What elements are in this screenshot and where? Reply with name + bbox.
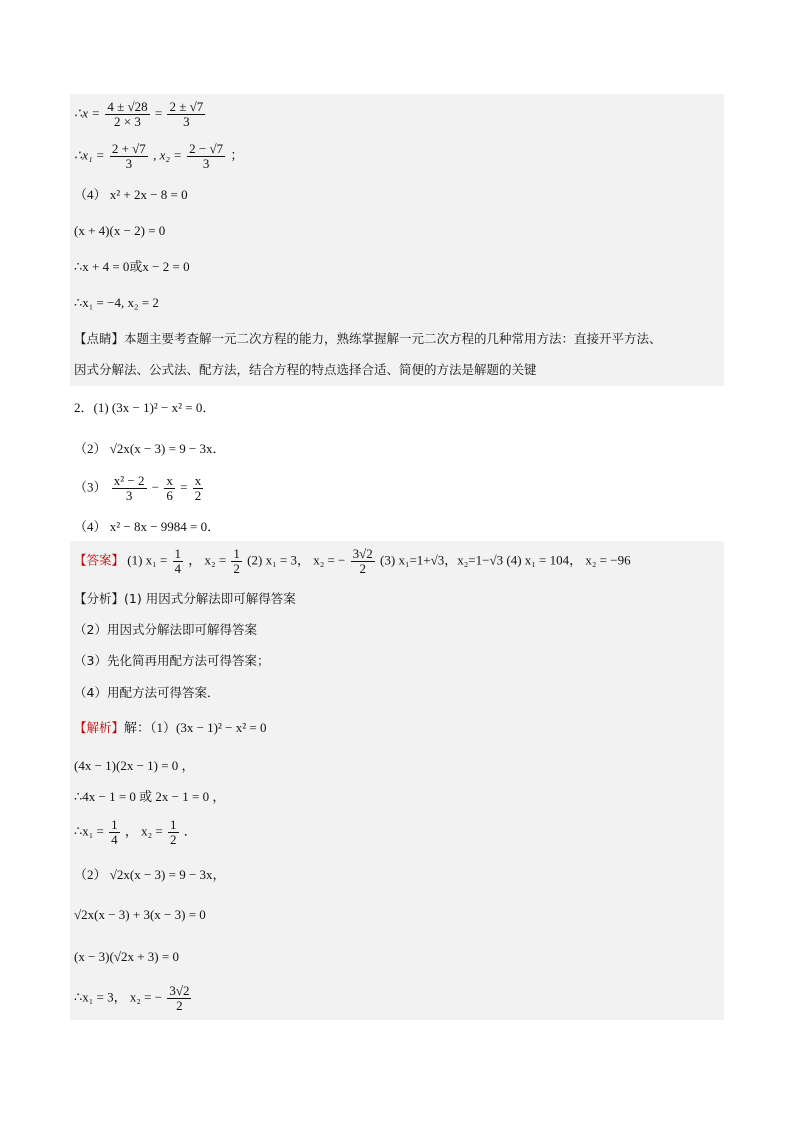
analysis-line: （2）用因式分解法即可解得答案: [74, 622, 257, 637]
answer-tag: 【答案】: [74, 552, 125, 568]
solution-line: ∴x₁ = $\frac{1}{4}$ ， x₂ = $\frac{1}{2}$ ．: [74, 817, 197, 847]
comment-paragraph: 【点睛】本题主要考查解一元二次方程的能力，熟练掌握解一元二次方程的几种常用方法：直接开平方法、: [74, 331, 662, 346]
equation-line: ∴x₁ = −4, x₂ = 2: [74, 295, 159, 310]
equation-line: ∴x₁ = $\frac{2 + √7}{3}$ , x₂ = $\frac{2 - √7}{3}$ ；: [74, 141, 244, 171]
question-2-4: （4） x² − 8x − 9984 = 0．: [74, 519, 221, 534]
solution-line: √2x(x − 3) + 3(x − 3) = 0: [74, 907, 206, 922]
question-2-1: 2．(1) (3x − 1)² − x² = 0．: [74, 400, 216, 415]
question-2-3: （3） $\frac{\text{x² − 2}}{3}$ − $\frac{x}{6}$ = $\frac{x}{2}$: [74, 473, 202, 503]
equation-line: （4） x² + 2x − 8 = 0: [74, 187, 188, 202]
question-2-2: （2） √2x(x − 3) = 9 − 3x．: [74, 441, 226, 456]
solution-line: 【解析】解：（1）(3x − 1)² − x² = 0: [74, 720, 267, 735]
comment-paragraph-cont: 因式分解法、公式法、配方法，结合方程的特点选择合适、简便的方法是解题的关键: [74, 362, 537, 377]
equation-line: (x + 4)(x − 2) = 0: [74, 223, 166, 238]
analysis-tag: 【分析】: [74, 591, 125, 606]
comment-tag: 【点睛】: [74, 331, 125, 346]
solution-line: (x − 3)(√2x + 3) = 0: [74, 949, 179, 964]
solution-line: （2） √2x(x − 3) = 9 − 3x，: [74, 867, 226, 882]
solution-line: (4x − 1)(2x − 1) = 0 ，: [74, 758, 195, 773]
analysis-line: 【分析】(1) 用因式分解法即可解得答案: [74, 591, 296, 606]
solution-tag: 【解析】: [74, 720, 125, 735]
solution-line: ∴4x − 1 = 0 或 2x − 1 = 0 ，: [74, 789, 226, 804]
equation-line: ∴x = $\frac{4 \pm √28}{2 \times 3}$ = $\frac{2 \pm √7}{3}$: [74, 99, 204, 129]
answer-line: 【答案】 (1) x₁ = $\frac{1}{4}$ ， x₂ = $\frac{1}{2}$ (2) x₁ = 3， x₂ = − $\frac{3√2}{2}$ (3) x₁=1+√3，x₂=1−√3 (4) x₁ = 104， x₂ = −96: [74, 546, 631, 576]
equation-line: ∴x + 4 = 0或x − 2 = 0: [74, 259, 190, 274]
solution-line: ∴x₁ = 3， x₂ = − $\frac{3√2}{2}$: [74, 983, 190, 1013]
analysis-line: （4）用配方法可得答案．: [74, 685, 220, 700]
analysis-line: （3）先化简再用配方法可得答案；: [74, 653, 270, 668]
